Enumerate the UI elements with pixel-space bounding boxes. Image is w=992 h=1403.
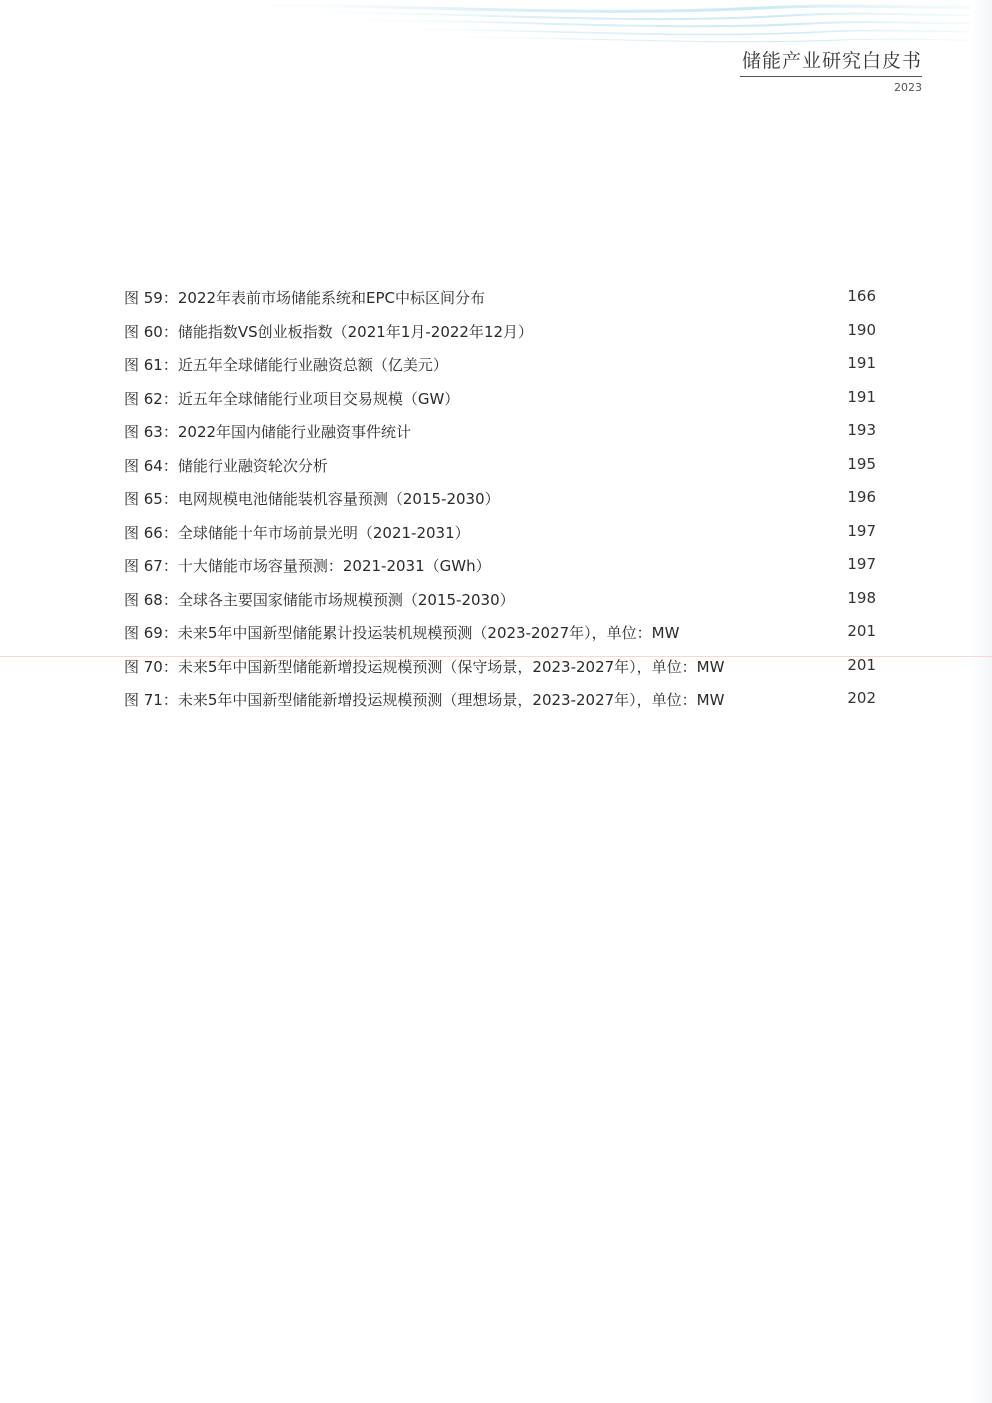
toc-entry-page: 201	[847, 622, 876, 640]
toc-entry-label: 图 70：未来5年中国新型储能新增投运规模预测（保守场景，2023-2027年），单位：MW	[124, 657, 725, 676]
toc-entry-page: 195	[847, 454, 876, 473]
toc-entry-label: 图 65：电网规模电池储能装机容量预测（2015-2030）	[124, 490, 500, 508]
toc-entry-page: 196	[847, 488, 876, 506]
toc-entry[interactable]	[124, 453, 876, 487]
toc-entry-label: 图 71：未来5年中国新型储能新增投运规模预测（理想场景，2023-2027年），单位：MW	[124, 691, 725, 709]
toc-entry[interactable]	[124, 553, 876, 587]
toc-entry-page: 191	[847, 387, 876, 406]
toc-entry-label: 图 69：未来5年中国新型储能累计投运装机规模预测（2023-2027年），单位：MW	[124, 624, 680, 642]
toc-entry-page: 202	[847, 689, 876, 707]
toc-entry[interactable]	[124, 620, 876, 654]
page-edge-shadow	[970, 0, 992, 1403]
toc-entry-label: 图 68：全球各主要国家储能市场规模预测（2015-2030）	[124, 590, 515, 609]
toc-entry[interactable]	[124, 587, 876, 621]
toc-entry[interactable]	[124, 520, 876, 554]
toc-entry-page: 166	[847, 287, 876, 305]
toc-entry-label: 图 64：储能行业融资轮次分析	[124, 456, 328, 475]
toc-entry-page: 193	[847, 421, 876, 439]
toc-entry[interactable]	[124, 419, 876, 453]
toc-entry[interactable]	[124, 486, 876, 520]
toc-entry-label: 图 63：2022年国内储能行业融资事件统计	[124, 423, 412, 441]
toc-entry-page: 190	[847, 320, 876, 339]
toc-entry-label: 图 62：近五年全球储能行业项目交易规模（GW）	[124, 389, 460, 408]
toc-entry-label: 图 66：全球储能十年市场前景光明（2021-2031）	[124, 523, 470, 542]
toc-entry[interactable]	[124, 319, 876, 353]
toc-entry[interactable]	[124, 687, 876, 721]
page-header	[740, 50, 922, 94]
toc-entry-page: 201	[847, 655, 876, 674]
toc-entry-page: 191	[847, 354, 876, 372]
toc-entry-label: 图 67：十大储能市场容量预测：2021-2031（GWh）	[124, 557, 491, 575]
toc-entry[interactable]	[124, 352, 876, 386]
toc-entry[interactable]	[124, 386, 876, 420]
toc-entry[interactable]	[124, 654, 876, 688]
figure-index-list	[124, 285, 876, 721]
toc-entry-page: 197	[847, 555, 876, 573]
toc-entry-label: 图 60：储能指数VS创业板指数（2021年1月-2022年12月）	[124, 322, 534, 341]
toc-entry-label: 图 59：2022年表前市场储能系统和EPC中标区间分布	[124, 289, 486, 307]
header-year: 2023	[894, 81, 922, 94]
toc-entry[interactable]	[124, 285, 876, 319]
toc-entry-page: 198	[847, 588, 876, 607]
toc-entry-label: 图 61：近五年全球储能行业融资总额（亿美元）	[124, 356, 448, 374]
toc-entry-page: 197	[847, 521, 876, 540]
header-title: 储能产业研究白皮书	[740, 50, 922, 77]
